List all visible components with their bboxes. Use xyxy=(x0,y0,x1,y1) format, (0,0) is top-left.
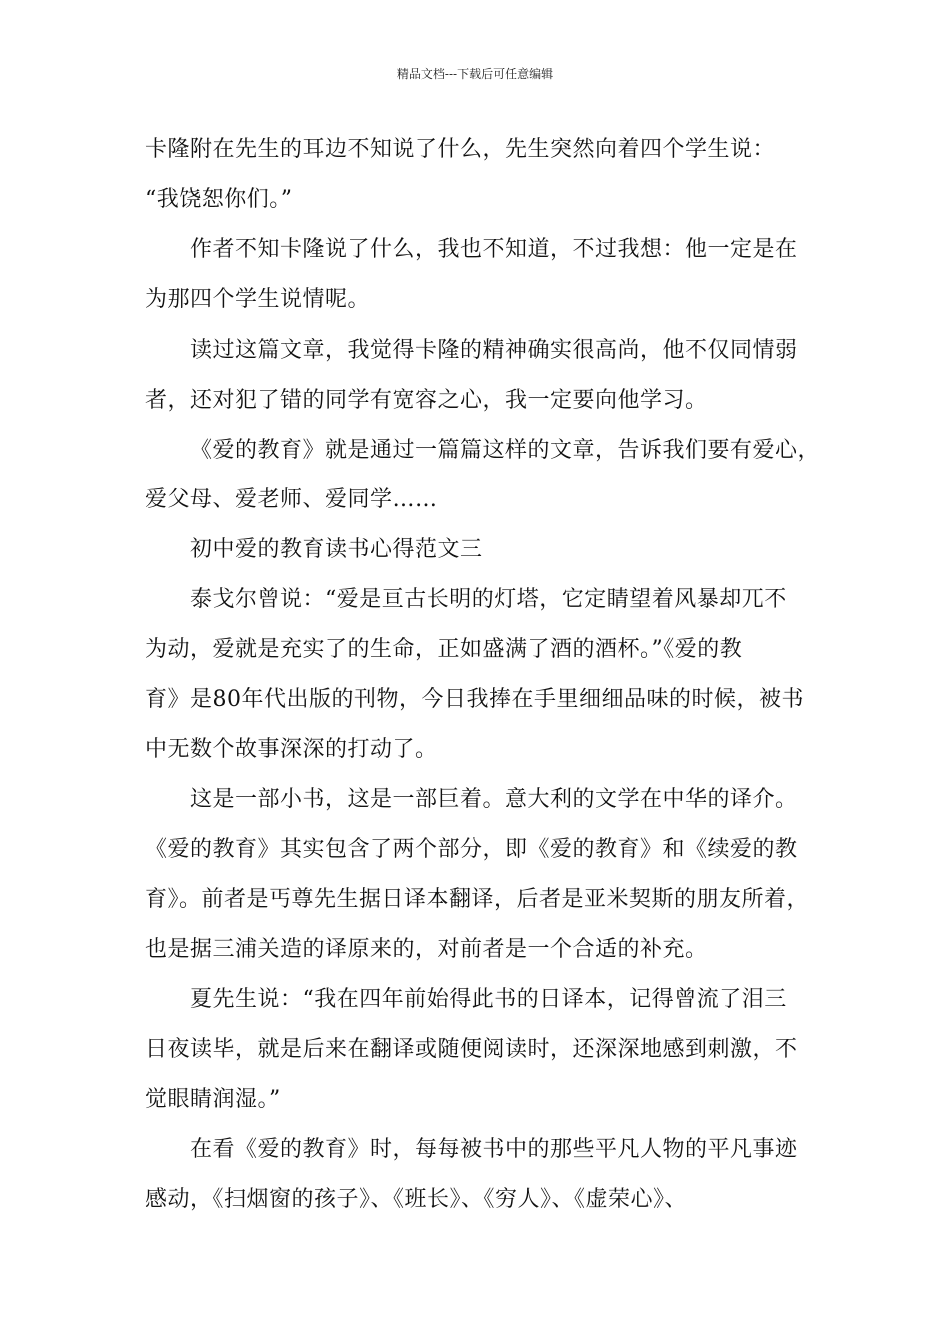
text-line: 夏先生说：“我在四年前始得此书的日译本，记得曾流了泪三 xyxy=(190,987,787,1012)
text-line: 育》。前者是丐尊先生据日译本翻译，后者是亚米契斯的朋友所着， xyxy=(145,887,810,912)
page-header: 精品文档---下载后可任意编辑 xyxy=(396,67,554,81)
text-line: 者，还对犯了错的同学有宽容之心，我一定要向他学习。 xyxy=(145,388,708,413)
section-heading: 初中爱的教育读书心得范文三 xyxy=(190,537,483,562)
text-line: 《爱的教育》就是通过一篇篇这样的文章，告诉我们要有爱心， xyxy=(190,438,821,463)
text-line: 日夜读毕，就是后来在翻译或随便阅读时，还深深地感到刺激，不 xyxy=(145,1037,798,1062)
text-line: 为那四个学生说情呢。 xyxy=(145,287,371,312)
text-line: 感动，《扫烟窗的孩子》、《班长》、《穷人》、《虚荣心》、 xyxy=(145,1187,688,1212)
text-line: “我饶恕你们。” xyxy=(145,187,293,212)
text-line: 为动，爱就是充实了的生命，正如盛满了酒的酒杯。”《爱的教 xyxy=(145,637,743,662)
text-line: 读过这篇文章，我觉得卡隆的精神确实很高尚，他不仅同情弱 xyxy=(190,338,798,363)
text-line: 泰戈尔曾说：“爱是亘古长明的灯塔，它定睛望着风暴却兀不 xyxy=(190,587,787,612)
text-line: 在看《爱的教育》时，每每被书中的那些平凡人物的平凡事迹 xyxy=(190,1137,798,1162)
text-line: 育》是80年代出版的刊物，今日我捧在手里细细品味的时候，被书 xyxy=(145,687,804,712)
text-line: 这是一部小书，这是一部巨着。意大利的文学在中华的译介。 xyxy=(190,787,798,812)
text-line: 也是据三浦关造的译原来的，对前者是一个合适的补充。 xyxy=(145,937,708,962)
text-line: 《爱的教育》其实包含了两个部分，即《爱的教育》和《续爱的教 xyxy=(145,837,798,862)
text-line: 卡隆附在先生的耳边不知说了什么，先生突然向着四个学生说： xyxy=(145,137,776,162)
text-line: 中无数个故事深深的打动了。 xyxy=(145,737,438,762)
text-line: 作者不知卡隆说了什么，我也不知道，不过我想：他一定是在 xyxy=(190,237,798,262)
text-line: 爱父母、爱老师、爱同学…… xyxy=(145,487,438,512)
text-line: 觉眼睛润湿。” xyxy=(145,1087,281,1112)
